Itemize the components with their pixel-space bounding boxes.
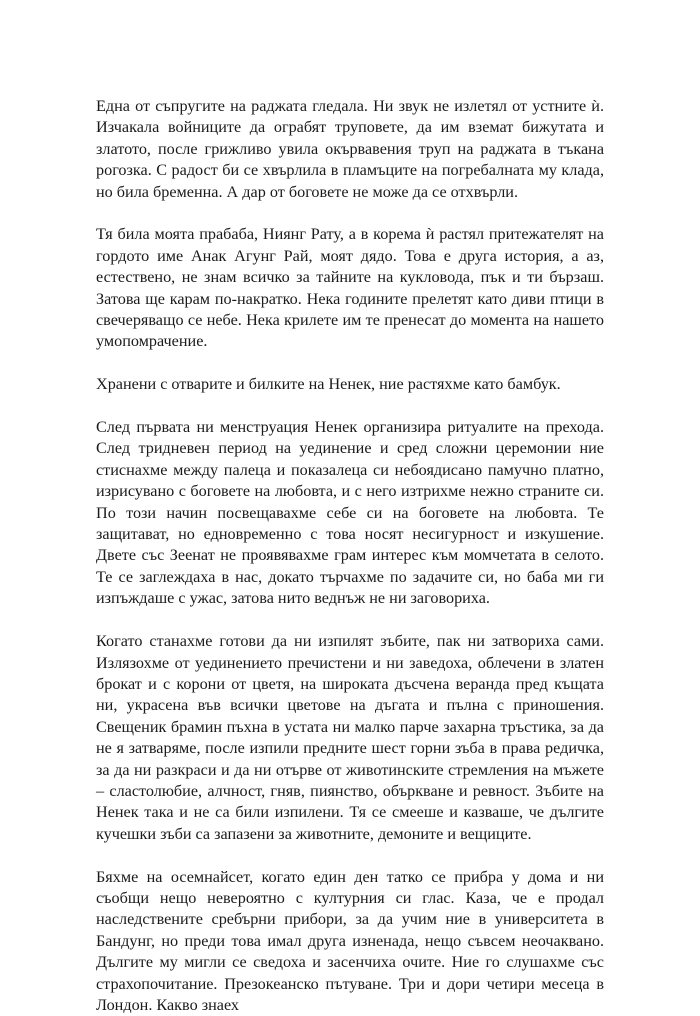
paragraph-3: Хранени с отварите и билките на Ненек, ние растяхме като бамбук. [96,375,561,394]
paragraph-6: Бяхме на осемнайсет, когато един ден татко се прибра у дома и ни съобщи нещо невероятно с културния си глас. Каза, че е продал наследствените сребърни прибори, за да учим ние в университета в Бандунг, но преди това имал друга изненада, нещо съвсем неочаквано. Дългите му мигли се сведоха и засенчиха очите. Ние го слушахме със страхопочитание. Презокеанско пътуване. Три и дори четири месеца в Лондон. Какво знаех [96,867,604,1014]
paragraph-4: След първата ни менструация Ненек организира ритуалите на прехода. След тридневен период на уединение и сред сложни церемонии ние стиснахме между палеца и показалеца си небоядисано памучно платно, изрисувано с боговете на любовта, и с него изтрихме нежно страните си. По този начин посвещавахме себе си на боговете на любовта. Те защитават, но едновременно с това носят несигурност и изкушение. Двете със Зеенат не проявявахме грам интерес към момчетата в селото. Те се заглеждаха в нас, докато търчахме по задачите си, но баба ми ги изпъждаше с ужас, затова нито веднъж не ни заговориха. [96,418,604,608]
paragraph-5: Когато станахме готови да ни изпилят зъбите, пак ни затвориха сами. Излязохме от уединението пречистени и ни заведоха, облечени в златен брокат и с корони от цветя, на широката дъсчена веранда пред къщата ни, украсена във всички цветове на дъгата и пълна с приношения. Свещеник брамин пъхна в устата ни малко парче захарна тръстика, за да не я затваряме, после изпили предните шест горни зъба в права редичка, за да ни разкраси и да ни отърве от животинските стремления на мъжете – сластолюбие, алчност, гняв, пиянство, объркване и ревност. Зъбите на Ненек така и не са били изпилени. Тя се смееше и казваше, че дългите кучешки зъби са запазени за животните, демоните и вещиците. [96,632,604,843]
paragraph-2: Тя била моята прабаба, Ниянг Рату, а в корема ѝ растял притежателят на гордото име Анак Агунг Рай, моят дядо. Това е друга история, а аз, естествено, не знам всичко за тайните на кукловода, пък и ти бързаш. Затова ще карам по-накратко. Нека годините прелетят като диви птици в свечеряващо се небе. Нека крилете им те пренесат до момента на нашето умопомрачение. [96,225,604,351]
body-text [96,96,604,1016]
paragraph-1: Една от съпругите на раджата гледала. Ни звук не излетял от устните ѝ. Изчакала войниците да ограбят труповете, да им вземат бижутата и златото, после грижливо увила окървавения труп на раджата в тъкана рогозка. С радост би се хвърлила в пламъците на погребалната му клада, но била бременна. А дар от боговете не може да се отхвърли. [96,97,604,201]
